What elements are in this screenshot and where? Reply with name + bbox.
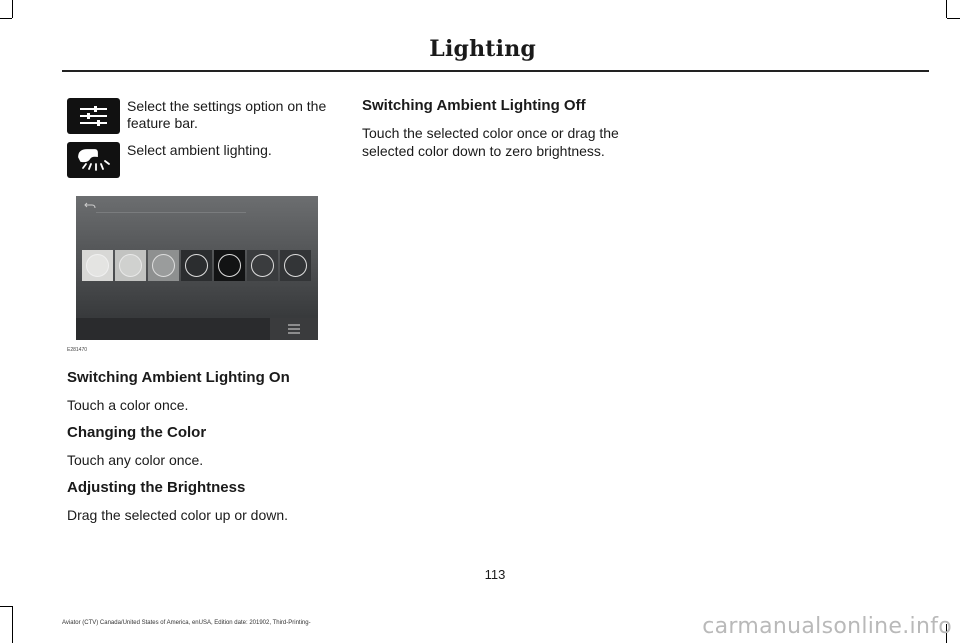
image-code: E281470: [67, 347, 88, 353]
crop-mark-bottom-left-v: [12, 606, 13, 643]
body-lighting-on: Touch a color once.: [67, 397, 189, 413]
title-rule: [62, 70, 929, 72]
crop-mark-top-right-v: [946, 0, 947, 18]
color-swatch-6: [247, 250, 278, 281]
heading-lighting-off: Switching Ambient Lighting Off: [362, 97, 586, 114]
color-swatch-4: [181, 250, 212, 281]
heading-changing-color: Changing the Color: [67, 424, 207, 441]
heading-brightness: Adjusting the Brightness: [67, 479, 246, 496]
watermark: carmanualsonline.info: [702, 614, 952, 639]
body-brightness: Drag the selected color up or down.: [67, 507, 289, 523]
page-number: 113: [484, 567, 506, 582]
ambient-lighting-screen-image: [76, 196, 318, 340]
body-lighting-off: Touch the selected color once or drag the selected color down to zero brightness.: [362, 125, 619, 159]
color-swatch-1: [82, 250, 113, 281]
back-arrow-icon: [84, 202, 96, 210]
crop-mark-top-left-v: [12, 0, 13, 18]
crop-mark-top-left-h: [0, 18, 12, 19]
screen-settings-button: [270, 318, 318, 340]
body-changing-color: Touch any color once.: [67, 452, 204, 468]
step-ambient-text: Select ambient lighting.: [127, 142, 272, 158]
screen-settings-icon: [270, 318, 318, 340]
settings-sliders-icon: [67, 98, 120, 134]
screen-divider: [96, 212, 246, 213]
ambient-lighting-icon: [67, 142, 120, 178]
step-settings-text: Select the settings option on the feature bar.: [127, 98, 327, 131]
crop-mark-bottom-left-h: [0, 606, 12, 607]
color-swatch-3: [148, 250, 179, 281]
color-swatch-5: [214, 250, 245, 281]
crop-mark-top-right-h: [947, 18, 960, 19]
color-swatch-2: [115, 250, 146, 281]
page-title: Lighting: [429, 36, 536, 62]
edition-footer: Aviator (CTV) Canada/United States of America, enUSA, Edition date: 201902, Third-Printing-: [62, 620, 311, 626]
color-swatch-7: [280, 250, 311, 281]
heading-lighting-on: Switching Ambient Lighting On: [67, 369, 290, 386]
